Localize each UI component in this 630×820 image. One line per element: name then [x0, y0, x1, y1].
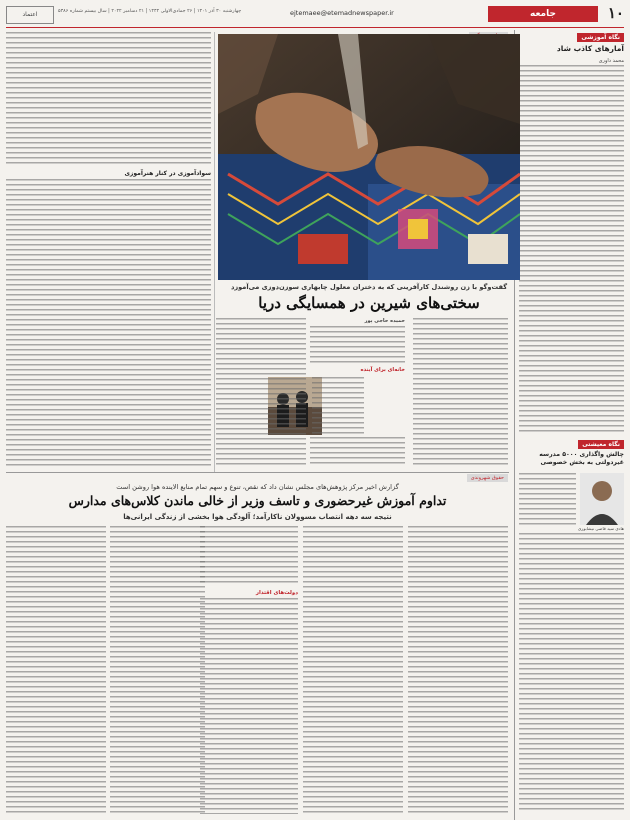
author-portrait	[580, 473, 624, 525]
top-story-col-2a	[310, 326, 405, 366]
bottom-story-subhead: دولت‌های اقتدار	[255, 590, 298, 596]
bottom-story-subheadline: نتیجه سه دهه انتصاب مسوولان ناکارآمد؛ آلودگی هوا بخشی از زندگی ایرانی‌ها	[123, 513, 392, 521]
sidebar-headline: آمارهای کاذب شاد	[556, 44, 624, 53]
top-story-col-1	[413, 318, 508, 468]
top-story-col-2c	[310, 437, 405, 467]
sidebar-story2-author: هادی سید قاضی نیشابوری	[578, 526, 624, 531]
sidebar-body	[519, 65, 624, 435]
bottom-story-headline: تداوم آموزش غیرحضوری و تاسف وزیر از خالی ماندن کلاس‌های مدارس	[68, 493, 447, 508]
column-rule	[214, 32, 215, 472]
header-divider	[6, 27, 624, 28]
bottom-story-col-1	[408, 526, 508, 814]
sidebar-story2-intro	[519, 473, 576, 528]
bottom-story-col-3b	[200, 598, 298, 814]
sidebar-story2-body	[519, 533, 624, 813]
top-story-subtitle: گفت‌وگو با زن روشندل کارآفرینی که به دختران معلول چابهاری سوزن‌دوزی می‌آموزد	[230, 283, 508, 291]
sidebar-label: نگاه آموزشی	[577, 33, 624, 42]
bottom-story-col-4	[110, 526, 205, 814]
issue-date: چهارشنبه ۳۰ آذر ۱۴۰۱ | ۲۶ جمادی‌الاولی ۱۴۴۴ | ۲۱ دسامبر ۲۰۲۲ | سال بیستم شماره ۵۳۸۶	[58, 9, 242, 14]
top-story-col-2b	[312, 377, 364, 435]
bottom-story-pretitle: گزارش اخیر مرکز پژوهش‌های مجلس نشان داد که نقص، تنوع و سهم تمام منابع الاینده هوا روشن است	[116, 483, 399, 491]
top-story-headline: سختی‌های شیرین در همسایگی دریا	[258, 294, 480, 312]
sidebar-author: محمد داوری	[598, 58, 624, 64]
sidebar-story2-title: چالش واگذاری ۵۰۰۰ مدرسه غیردولتی به بخش خصوصی	[539, 451, 624, 466]
top-story-left-col-b	[6, 179, 211, 469]
bottom-story-kicker: حقوق شهروندی	[467, 474, 508, 482]
bottom-story-col-2	[303, 526, 403, 814]
top-story-left-col-a	[6, 32, 211, 167]
page-number: ۱۰	[607, 4, 624, 22]
section-title: جامعه	[488, 6, 598, 22]
bottom-story-col-5	[6, 526, 106, 814]
embroidery-photo	[218, 34, 520, 280]
section-email: ejtemaee@etemadnewspaper.ir	[290, 9, 394, 17]
sidebar-label-2: نگاه معیشتی	[578, 440, 624, 449]
top-story-col-3	[216, 318, 306, 468]
sidebar	[519, 33, 624, 813]
bottom-story-col-3a	[200, 526, 298, 586]
newspaper-logo: اعتماد	[6, 6, 54, 24]
page-header	[0, 0, 630, 30]
top-story-subhead: خانه‌ای برای آینده	[360, 367, 405, 373]
story-divider	[6, 472, 509, 473]
top-story-left-subhead: سوادآموزی در کنار هنرآموزی	[124, 170, 211, 177]
top-story-byline: حمیده حاجی پور	[364, 318, 405, 324]
